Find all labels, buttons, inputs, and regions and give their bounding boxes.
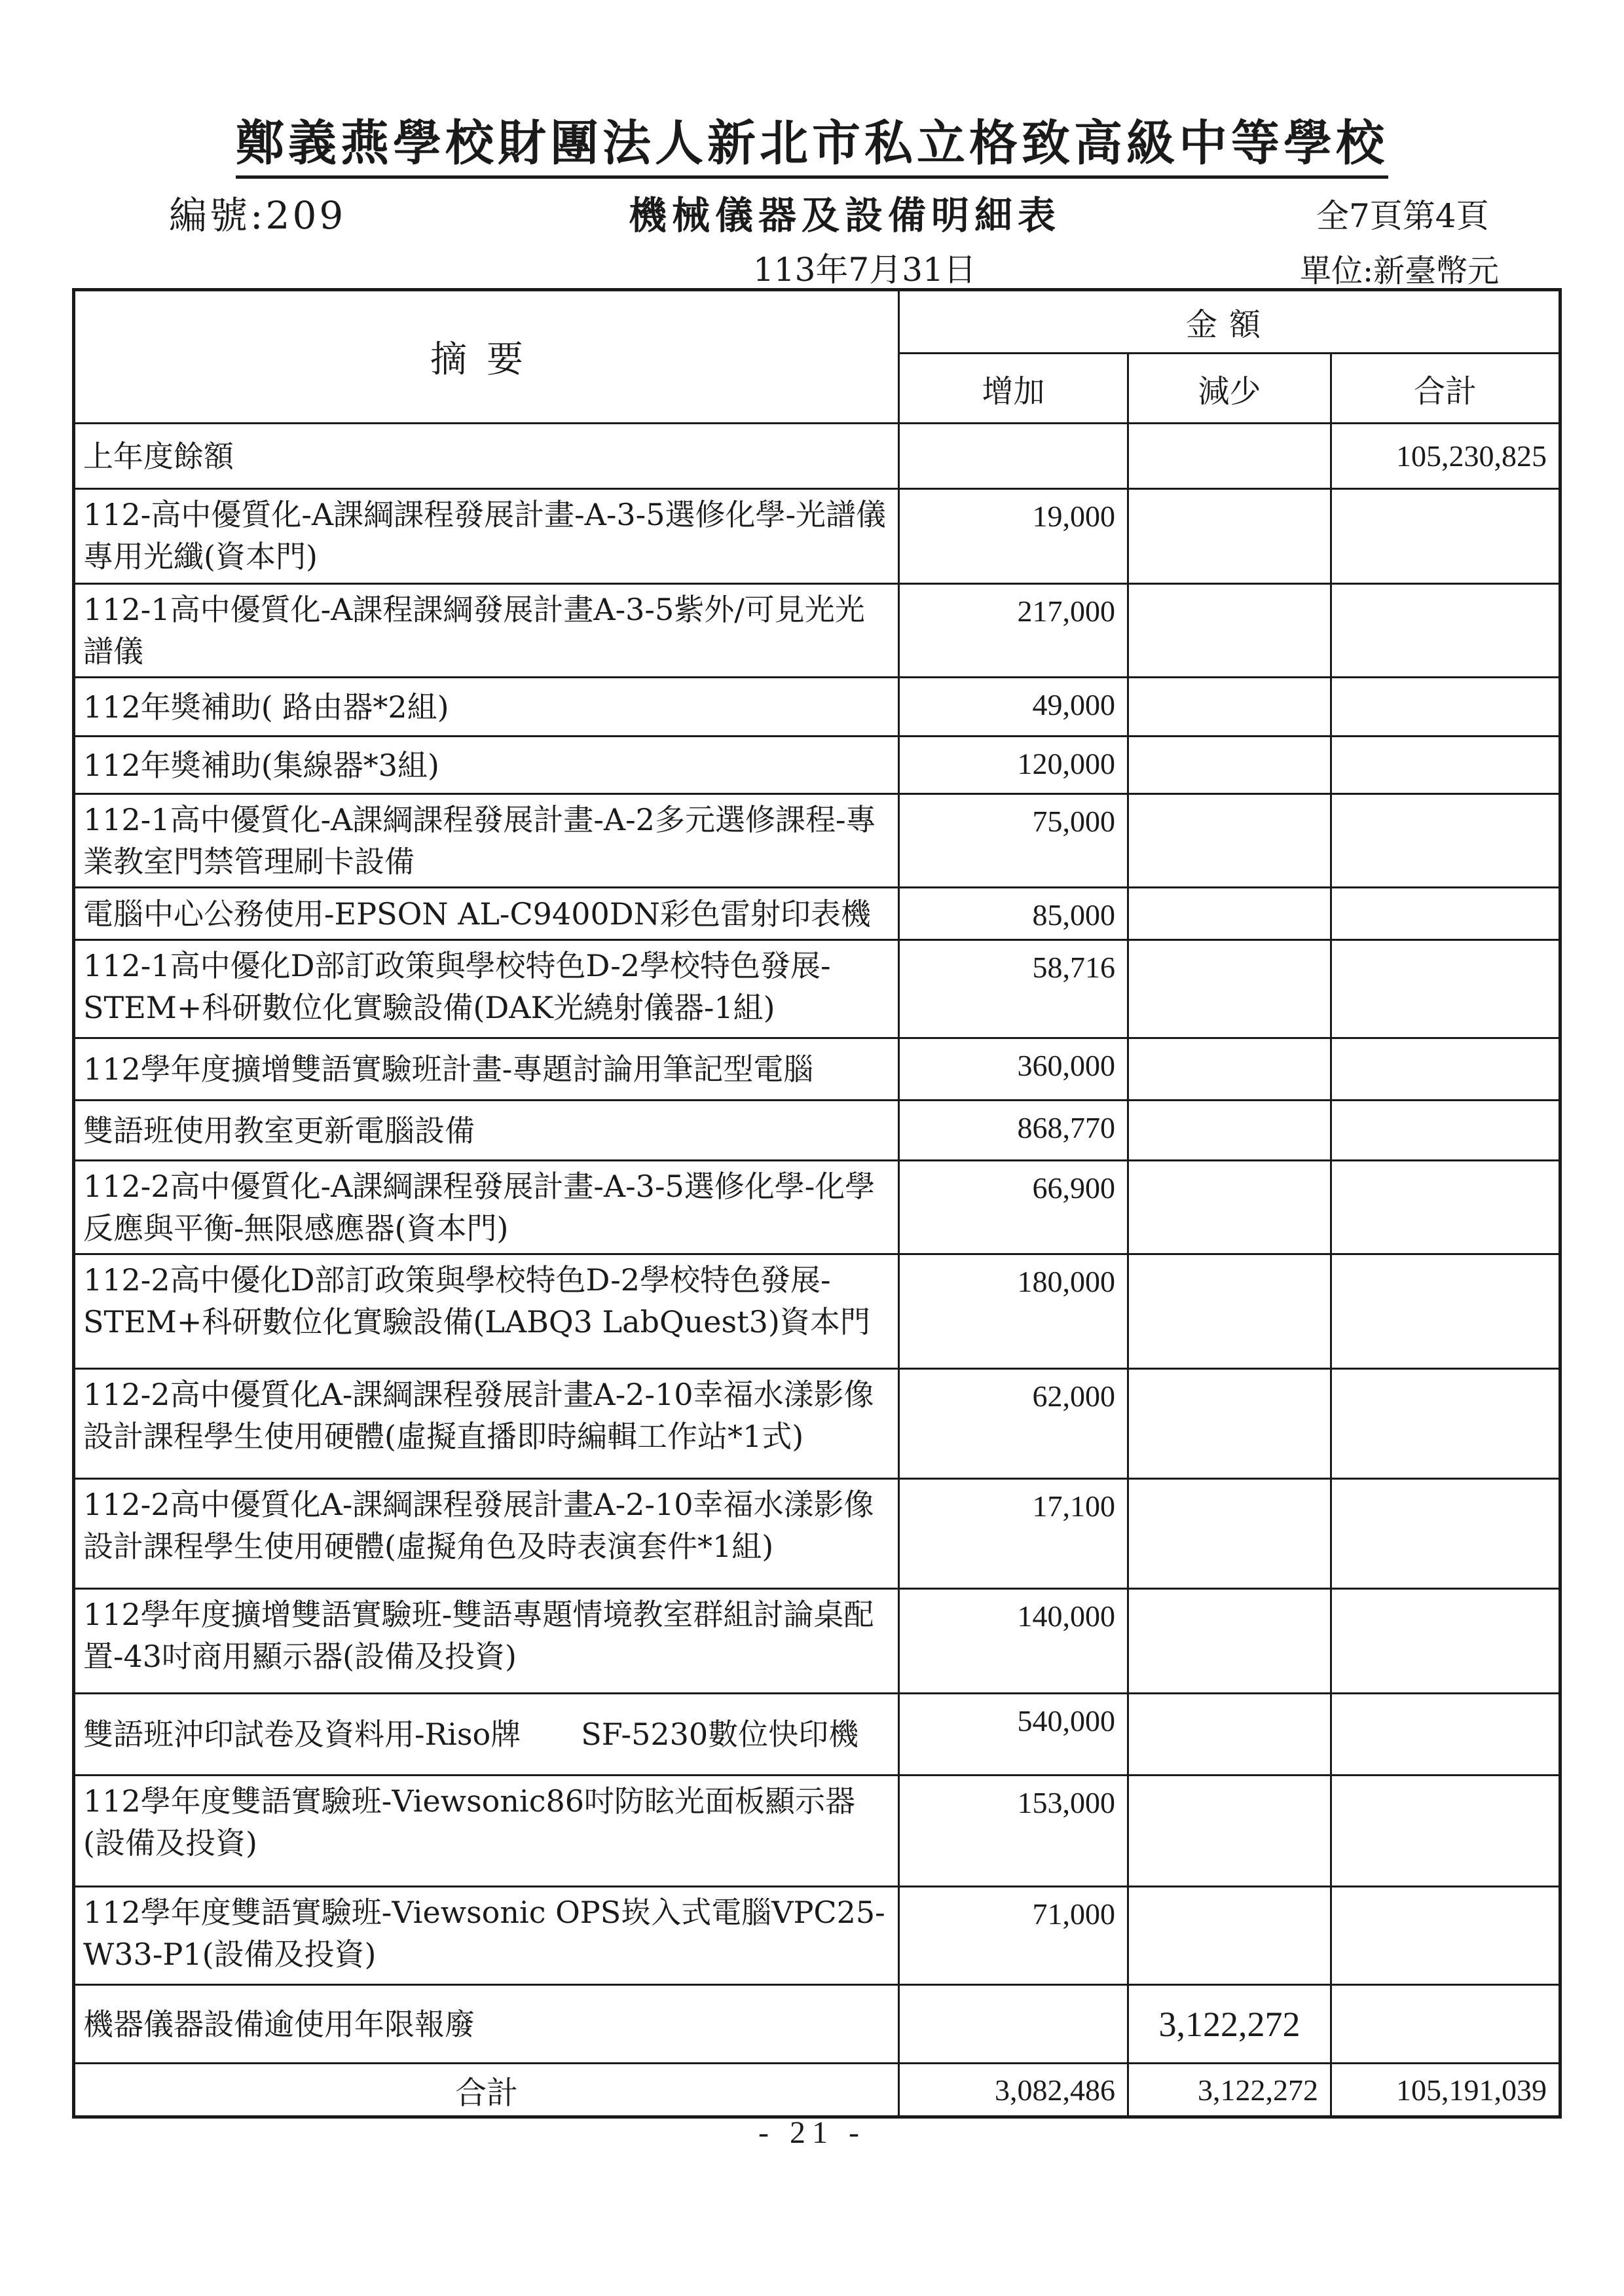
doc-number: 編號:209 [169,193,346,238]
row-total [1331,737,1560,794]
row-description: 112-高中優質化-A課綱課程發展計畫-A-3-5選修化學-光譜儀專用光纖(資本門) [74,489,899,584]
table-title: 機械儀器及設備明細表 [629,193,1061,238]
row-total [1331,1161,1560,1254]
row-increase: 71,000 [899,1887,1128,1985]
row-description: 112學年度雙語實驗班-Viewsonic86吋防眩光面板顯示器(設備及投資) [74,1776,899,1887]
organization-title: 鄭義燕學校財團法人新北市私立格致高級中等學校 [0,105,1624,174]
row-increase [899,424,1128,489]
row-increase: 58,716 [899,940,1128,1038]
row-total [1331,1369,1560,1479]
row-description: 112年獎補助(集線器*3組) [74,737,899,794]
table-row [74,1161,1560,1254]
row-total [1331,1589,1560,1694]
row-description: 112-2高中優質化A-課綱課程發展計畫A-2-10幸福水漾影像設計課程學生使用硬體(虛擬直播即時編輯工作站*1式) [74,1369,899,1479]
row-description: 112-1高中優質化-A課綱課程發展計畫-A-2多元選修課程-專業教室門禁管理刷卡設備 [74,794,899,888]
row-increase: 66,900 [899,1161,1128,1254]
totals-total: 105,191,039 [1331,2064,1560,2117]
page-number: - 21 - [758,2115,866,2150]
row-description: 112-2高中優化D部訂政策與學校特色D-2學校特色發展-STEM+科研數位化實驗設備(LABQ3 LabQuest3)資本門 [74,1254,899,1369]
page-info: 全7頁第4頁 [1316,197,1489,235]
row-total [1331,1254,1560,1369]
row-decrease [1128,1479,1331,1589]
row-decrease [1128,1589,1331,1694]
row-description: 112學年度雙語實驗班-Viewsonic OPS崁入式電腦VPC25-W33-P1(設備及投資) [74,1887,899,1985]
table-row [74,1776,1560,1887]
row-decrease [1128,1776,1331,1887]
row-decrease: 3,122,272 [1128,1985,1331,2064]
table-row [74,737,1560,794]
table-row [74,1101,1560,1161]
row-increase: 217,000 [899,584,1128,678]
table-row [74,1254,1560,1369]
table-row [74,678,1560,737]
row-description: 上年度餘額 [74,424,899,489]
row-total [1331,584,1560,678]
table-row [74,1369,1560,1479]
row-decrease [1128,737,1331,794]
report-date: 113年7月31日 [753,251,976,289]
row-total [1331,888,1560,940]
row-increase: 153,000 [899,1776,1128,1887]
col-header-amount: 金額 [899,290,1560,354]
row-increase: 75,000 [899,794,1128,888]
table-row [74,1589,1560,1694]
row-total: 105,230,825 [1331,424,1560,489]
row-description: 機器儀器設備逾使用年限報廢 [74,1985,899,2064]
table-row [74,489,1560,584]
row-decrease [1128,1887,1331,1985]
row-decrease [1128,584,1331,678]
totals-label: 合計 [74,2064,899,2117]
row-increase: 140,000 [899,1589,1128,1694]
row-description: 112-1高中優化D部訂政策與學校特色D-2學校特色發展-STEM+科研數位化實驗設備(DAK光繞射儀器-1組) [74,940,899,1038]
row-increase: 85,000 [899,888,1128,940]
table-row [74,1479,1560,1589]
row-increase: 17,100 [899,1479,1128,1589]
row-decrease [1128,794,1331,888]
table-row [74,794,1560,888]
currency-unit: 單位:新臺幣元 [1300,253,1500,289]
row-increase: 180,000 [899,1254,1128,1369]
row-total [1331,1776,1560,1887]
row-increase: 19,000 [899,489,1128,584]
row-total [1331,1479,1560,1589]
row-total [1331,678,1560,737]
row-total [1331,1038,1560,1101]
col-header-summary: 摘要 [74,290,899,424]
row-total [1331,1694,1560,1776]
row-description: 雙語班使用教室更新電腦設備 [74,1101,899,1161]
row-description: 112年獎補助( 路由器*2組) [74,678,899,737]
totals-row [74,2064,1560,2117]
row-total [1331,794,1560,888]
row-decrease [1128,489,1331,584]
totals-decrease: 3,122,272 [1128,2064,1331,2117]
row-decrease [1128,940,1331,1038]
row-description: 電腦中心公務使用-EPSON AL-C9400DN彩色雷射印表機 [74,888,899,940]
row-description: 112-2高中優質化A-課綱課程發展計畫A-2-10幸福水漾影像設計課程學生使用硬體(虛擬角色及時表演套件*1組) [74,1479,899,1589]
row-description: 112-2高中優質化-A課綱課程發展計畫-A-3-5選修化學-化學反應與平衡-無限感應器(資本門) [74,1161,899,1254]
row-decrease [1128,678,1331,737]
totals-increase: 3,082,486 [899,2064,1128,2117]
table-row [74,1694,1560,1776]
row-decrease [1128,888,1331,940]
row-decrease [1128,1101,1331,1161]
table-row [74,888,1560,940]
table-row [74,584,1560,678]
row-total [1331,1101,1560,1161]
col-header-increase: 增加 [899,354,1128,424]
table-row [74,424,1560,489]
row-increase: 540,000 [899,1694,1128,1776]
row-increase: 360,000 [899,1038,1128,1101]
col-header-decrease: 減少 [1128,354,1331,424]
row-description: 雙語班沖印試卷及資料用-Riso牌 SF-5230數位快印機 [74,1694,899,1776]
row-increase: 868,770 [899,1101,1128,1161]
table-row [74,1887,1560,1985]
row-decrease [1128,1369,1331,1479]
table-row [74,940,1560,1038]
row-total [1331,489,1560,584]
row-increase: 120,000 [899,737,1128,794]
row-total [1331,940,1560,1038]
table-row [74,1038,1560,1101]
table-row [74,1985,1560,2064]
row-total [1331,1887,1560,1985]
row-description: 112學年度擴增雙語實驗班-雙語專題情境教室群組討論桌配置-43吋商用顯示器(設備及投資) [74,1589,899,1694]
equipment-ledger-table [72,288,1562,2119]
row-decrease [1128,1694,1331,1776]
row-decrease [1128,1161,1331,1254]
row-increase: 62,000 [899,1369,1128,1479]
row-description: 112-1高中優質化-A課程課綱發展計畫A-3-5紫外/可見光光譜儀 [74,584,899,678]
row-decrease [1128,1038,1331,1101]
row-increase [899,1985,1128,2064]
col-header-total: 合計 [1331,354,1560,424]
row-description: 112學年度擴增雙語實驗班計畫-專題討論用筆記型電腦 [74,1038,899,1101]
row-total [1331,1985,1560,2064]
row-decrease [1128,424,1331,489]
row-increase: 49,000 [899,678,1128,737]
row-decrease [1128,1254,1331,1369]
